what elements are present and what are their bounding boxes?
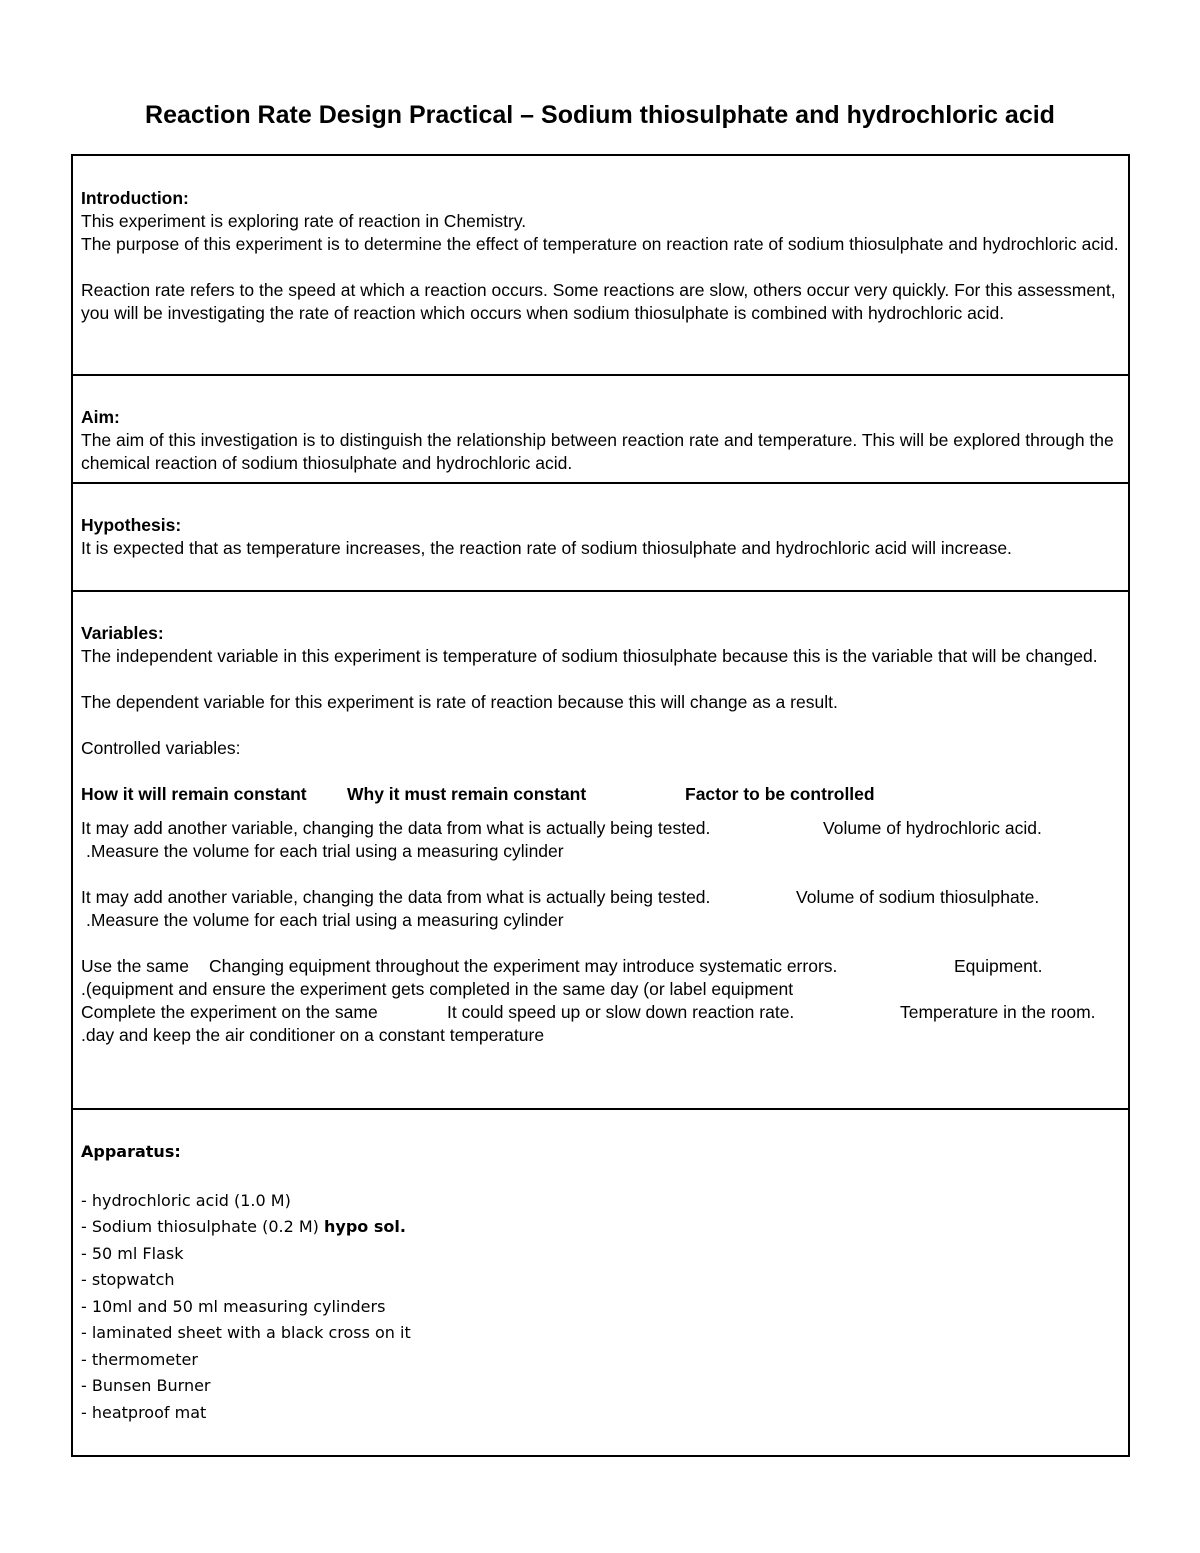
aim-text: The aim of this investigation is to distinguish the relationship between reaction rate and temperature. This will be explored through the chemical reaction of sodium thiosulphate and hydrochloric acid. bbox=[81, 430, 1114, 473]
controlled-variables-label: Controlled variables: bbox=[81, 738, 241, 758]
row-how-start: Use the same bbox=[81, 956, 189, 976]
controlled-variable-row bbox=[81, 817, 1120, 840]
independent-variable-text: The independent variable in this experiment is temperature of sodium thiosulphate because this is the variable that will be changed. bbox=[81, 646, 1098, 666]
apparatus-item: - thermometer bbox=[81, 1349, 198, 1369]
apparatus-item-note: hypo sol. bbox=[324, 1217, 406, 1236]
row-factor: Temperature in the room. bbox=[900, 1002, 1096, 1022]
introduction-line-2: The purpose of this experiment is to determine the effect of temperature on reaction rate of sodium thiosulphate and hydrochloric acid. bbox=[81, 234, 1119, 254]
variables-heading: Variables: bbox=[81, 623, 164, 643]
apparatus-item: - Bunsen Burner bbox=[81, 1376, 211, 1395]
row-how: .Measure the volume for each trial using a measuring cylinder bbox=[86, 841, 564, 861]
controlled-variables-header bbox=[81, 783, 1120, 806]
controlled-variable-row bbox=[81, 955, 1120, 978]
column-header-factor: Factor to be controlled bbox=[685, 784, 875, 804]
column-header-how: How it will remain constant bbox=[81, 784, 307, 804]
row-factor: Equipment. bbox=[954, 956, 1043, 976]
aim-section bbox=[73, 376, 1128, 484]
introduction-line-1: This experiment is exploring rate of reaction in Chemistry. bbox=[81, 211, 527, 231]
apparatus-item: - laminated sheet with a black cross on it bbox=[81, 1323, 411, 1342]
column-header-why: Why it must remain constant bbox=[347, 784, 587, 804]
apparatus-item: - hydrochloric acid (1.0 M) bbox=[81, 1190, 291, 1210]
row-how-end: .day and keep the air conditioner on a constant temperature bbox=[81, 1025, 545, 1045]
page-title: Reaction Rate Design Practical – Sodium thiosulphate and hydrochloric acid bbox=[145, 101, 1055, 129]
dependent-variable-text: The dependent variable for this experiment is rate of reaction because this will change as a result. bbox=[81, 692, 838, 712]
introduction-heading: Introduction: bbox=[81, 188, 189, 208]
introduction-paragraph-2: Reaction rate refers to the speed at which a reaction occurs. Some reactions are slow, others occur very quickly. For this assessment, you will be investigating the rate of reaction which occurs when sodium thiosulphate is combined with hydrochloric acid. bbox=[81, 280, 1116, 323]
apparatus-item: - 50 ml Flask bbox=[81, 1243, 184, 1263]
hypothesis-section bbox=[73, 484, 1128, 592]
row-how-start: Complete the experiment on the same bbox=[81, 1002, 378, 1022]
practical-table bbox=[71, 154, 1130, 1457]
hypothesis-text: It is expected that as temperature increases, the reaction rate of sodium thiosulphate and hydrochloric acid will increase. bbox=[81, 538, 1012, 558]
apparatus-item: - heatproof mat bbox=[81, 1402, 207, 1422]
row-how: .Measure the volume for each trial using a measuring cylinder bbox=[86, 910, 564, 930]
introduction-section bbox=[73, 156, 1128, 376]
row-how-end: .(equipment and ensure the experiment gets completed in the same day (or label equipment bbox=[81, 979, 794, 999]
controlled-variable-row bbox=[81, 1001, 1120, 1024]
row-why: It may add another variable, changing the data from what is actually being tested. bbox=[81, 887, 711, 907]
variables-section bbox=[73, 592, 1128, 1110]
hypothesis-heading: Hypothesis: bbox=[81, 515, 182, 535]
controlled-variable-row bbox=[81, 886, 1120, 909]
apparatus-item bbox=[81, 1214, 1120, 1241]
apparatus-item-text: - Sodium thiosulphate (0.2 M) bbox=[81, 1217, 319, 1236]
apparatus-item: - stopwatch bbox=[81, 1270, 175, 1289]
row-factor: Volume of sodium thiosulphate. bbox=[796, 887, 1040, 907]
apparatus-heading: Apparatus: bbox=[81, 1142, 181, 1161]
row-factor: Volume of hydrochloric acid. bbox=[823, 818, 1042, 838]
row-why: Changing equipment throughout the experiment may introduce systematic errors. bbox=[209, 956, 838, 976]
row-why: It could speed up or slow down reaction rate. bbox=[447, 1002, 795, 1022]
aim-heading: Aim: bbox=[81, 407, 120, 427]
apparatus-section bbox=[73, 1110, 1128, 1455]
row-why: It may add another variable, changing the data from what is actually being tested. bbox=[81, 818, 711, 838]
apparatus-item: - 10ml and 50 ml measuring cylinders bbox=[81, 1296, 386, 1316]
